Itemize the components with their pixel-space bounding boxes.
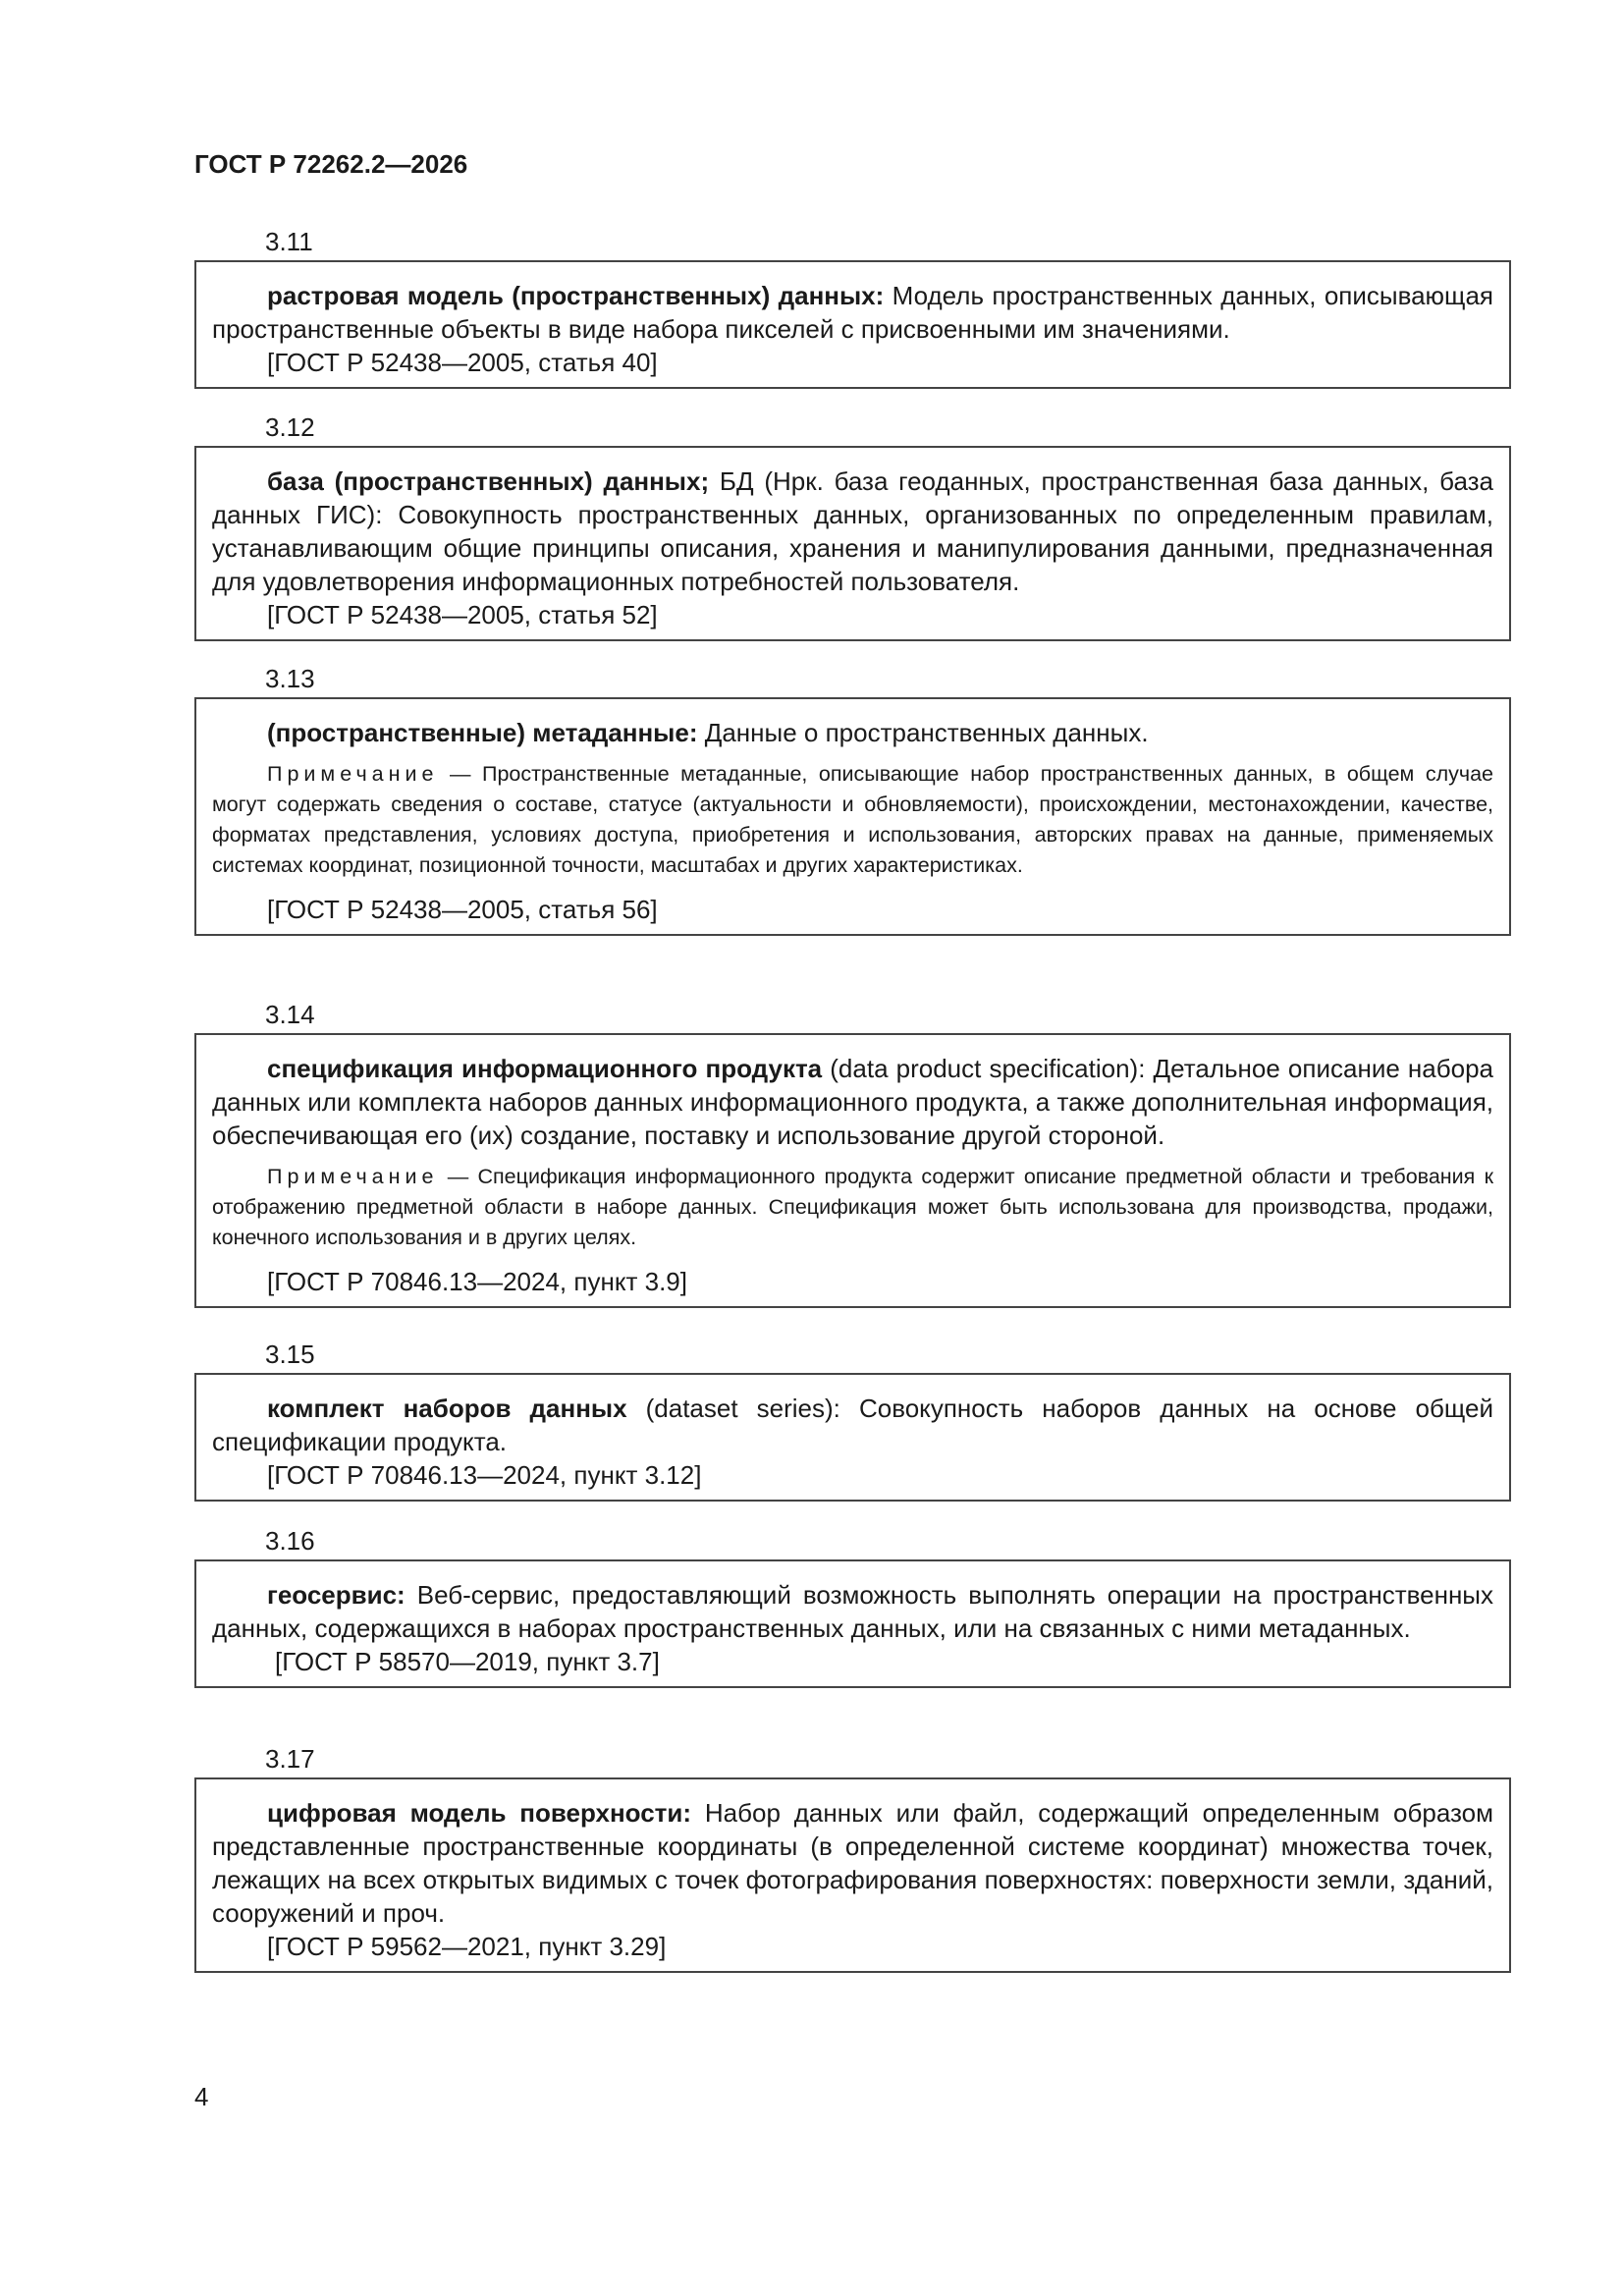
source-reference: [ГОСТ Р 70846.13—2024, пункт 3.9] xyxy=(267,1267,687,1296)
source-reference: [ГОСТ Р 58570—2019, пункт 3.7] xyxy=(275,1647,660,1676)
definition-text xyxy=(212,1052,1493,1152)
source-reference: [ГОСТ Р 70846.13—2024, пункт 3.12] xyxy=(267,1460,702,1490)
definition: БД (Нрк. база геоданных, пространственная база данных, база данных ГИС): Совокупность пространственных данных, организованных по определенным правилам, устанавливающим общие принципы описания, хранения и манипулирования данными, предназначенная для удовлетворения информационных потребностей пользователя. xyxy=(212,466,1493,596)
definition-text xyxy=(212,279,1493,346)
source-reference: [ГОСТ Р 52438—2005, статья 52] xyxy=(267,600,658,629)
term: растровая модель (пространственных) данных: xyxy=(267,281,885,310)
term: спецификация информационного продукта xyxy=(267,1054,823,1083)
definition-box xyxy=(194,260,1511,389)
term: комплект наборов данных xyxy=(267,1394,627,1423)
definition: Данные о пространственных данных. xyxy=(697,718,1149,747)
definition-box xyxy=(194,446,1511,641)
definition-box xyxy=(194,1373,1511,1502)
definition-text xyxy=(212,1796,1493,1930)
definition-box xyxy=(194,1559,1511,1688)
document-title: ГОСТ Р 72262.2—2026 xyxy=(194,149,468,179)
entry-number: 3.15 xyxy=(265,1339,315,1369)
entry-number: 3.17 xyxy=(265,1744,315,1774)
note-label: Примечание xyxy=(267,1165,439,1188)
definition-text xyxy=(212,1578,1493,1645)
note-label: Примечание xyxy=(267,762,439,786)
term: (пространственные) метаданные: xyxy=(267,718,698,747)
page-number: 4 xyxy=(194,2082,209,2111)
entry-number: 3.13 xyxy=(265,664,315,693)
definition-box xyxy=(194,697,1511,936)
definition-text xyxy=(212,716,1493,749)
note-body: — Спецификация информационного продукта содержит описание предметной области и требования к отображению предметной области в наборе данных. Спецификация может быть использована для производства, продажи, конечного использования и в других целях. xyxy=(212,1165,1493,1249)
term: база (пространственных) данных; xyxy=(267,466,710,496)
definition: Веб-сервис, предоставляющий возможность выполнять операции на пространственных данных, содержащихся в наборах пространственных данных, или на связанных с ними метаданных. xyxy=(212,1580,1493,1643)
definition-text xyxy=(212,1392,1493,1458)
source-reference: [ГОСТ Р 52438—2005, статья 56] xyxy=(267,895,658,924)
source-reference: [ГОСТ Р 59562—2021, пункт 3.29] xyxy=(267,1932,667,1961)
entry-number: 3.16 xyxy=(265,1526,315,1556)
definition: (data product specification): Детальное описание набора данных или комплекта наборов данных информационного продукта, а также дополнительная информация, обеспечивающая его (их) создание, поставку и использование другой стороной. xyxy=(212,1054,1494,1150)
note-text xyxy=(212,759,1493,881)
entry-number: 3.14 xyxy=(265,1000,315,1029)
term: цифровая модель поверхности: xyxy=(267,1798,692,1828)
definition: Модель пространственных данных, описывающая пространственные объекты в виде набора пикселей с присвоенными им значениями. xyxy=(212,281,1493,344)
term: геосервис: xyxy=(267,1580,406,1610)
source-reference: [ГОСТ Р 52438—2005, статья 40] xyxy=(267,348,658,377)
note-body: — Пространственные метаданные, описывающие набор пространственных данных, в общем случае могут содержать сведения о составе, статусе (актуальности и обновляемости), происхождении, местонахождении, качестве, форматах представления, условиях доступа, приобретения и использования, авторских правах на данные, применяемых системах координат, позиционной точности, масштабах и других характеристиках. xyxy=(212,762,1493,877)
definition-box xyxy=(194,1033,1511,1308)
entry-number: 3.11 xyxy=(265,227,313,256)
definition-text xyxy=(212,465,1493,598)
definition: Набор данных или файл, содержащий определенным образом представленные пространственные координаты (в определенной системе координат) множества точек, лежащих на всех открытых видимых с точек фотографирования поверхностях: поверхности земли, зданий, сооружений и проч. xyxy=(212,1798,1493,1928)
entry-number: 3.12 xyxy=(265,412,315,442)
definition-box xyxy=(194,1777,1511,1973)
note-text xyxy=(212,1162,1493,1253)
definition: (dataset series): Совокупность наборов данных на основе общей спецификации продукта. xyxy=(212,1394,1493,1456)
